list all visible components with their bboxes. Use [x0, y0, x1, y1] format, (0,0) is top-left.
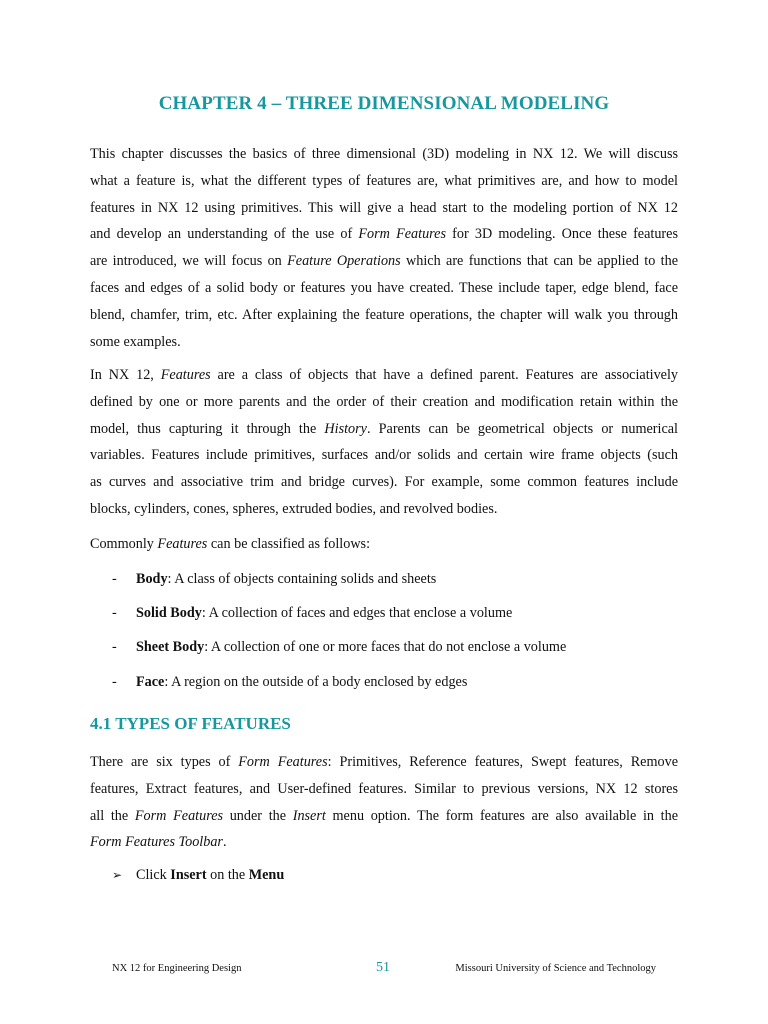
menu-term: Insert [170, 867, 207, 883]
footer-institution: Missouri University of Science and Technology [455, 963, 656, 974]
text-line: and develop an understanding of the use of Form Features for 3D modeling. Once these features [90, 226, 678, 243]
emphasis: Features [157, 536, 208, 552]
dash-bullet: - [112, 639, 117, 655]
page-number: 51 [376, 960, 390, 975]
text-line: all the Form Features under the Insert menu option. The form features are also available in the [90, 807, 679, 824]
emphasis: Feature Operations [287, 253, 401, 270]
text-line: In NX 12, Features are a class of objects that have a defined parent. Features are associatively [90, 367, 679, 383]
features-paragraph [90, 362, 678, 523]
definition-text: Body: A class of objects containing solids and sheets [136, 571, 437, 587]
emphasis: Form Features Toolbar [90, 834, 223, 851]
text-line: features in NX 12 using primitives. This will give a head start to the modeling portion of NX 12 [90, 199, 678, 216]
text-line: Form Features Toolbar. [90, 834, 227, 851]
emphasis: Form Features [134, 807, 224, 824]
text-line: Commonly Features can be classified as follows: [90, 536, 371, 552]
text-line: There are six types of Form Features: Primitives, Reference features, Swept features, Remove [90, 754, 678, 770]
emphasis: Form Features [358, 226, 446, 243]
definition-term: Sheet Body [136, 639, 205, 655]
definition-text: Solid Body: A collection of faces and edges that enclose a volume [136, 605, 513, 621]
text-line: are introduced, we will focus on Feature Operations which are functions that can be applied to the [90, 253, 679, 270]
text-line: blend, chamfer, trim, etc. After explaining the feature operations, the chapter will walk you through [90, 306, 678, 323]
definition-text: Sheet Body: A collection of one or more faces that do not enclose a volume [136, 639, 567, 655]
emphasis: Insert [292, 807, 326, 824]
emphasis: History [324, 420, 367, 437]
section-title: 4.1 TYPES OF FEATURES [90, 714, 291, 733]
text-line: some examples. [90, 333, 181, 350]
definition-text: Face: A region on the outside of a body enclosed by edges [136, 674, 468, 690]
emphasis: Features [160, 367, 211, 383]
text-line: variables. Features include primitives, surfaces and/or solids and certain wire frame objects (such [90, 447, 678, 464]
types-paragraph [90, 749, 678, 856]
dash-bullet: - [112, 605, 117, 621]
dash-bullet: - [112, 674, 117, 690]
chapter-title: CHAPTER 4 – THREE DIMENSIONAL MODELING [158, 93, 610, 114]
definition-term: Face [136, 674, 165, 690]
text-line: faces and edges of a solid body or features you have created. These include taper, edge blend, face [90, 279, 678, 296]
dash-bullet: - [112, 571, 117, 587]
definition-term: Solid Body [136, 605, 202, 621]
text-line: as curves and associative trim and bridge curves). For example, some common features include [90, 474, 678, 491]
instruction-step: ➢ Click Insert on the Menu [112, 867, 285, 883]
text-line: defined by one or more parents and the order of their creation and modification retain within the [90, 393, 678, 410]
text-line: what a feature is, what the different types of features are, what primitives are, and how to model [90, 172, 678, 189]
definition-term: Body [136, 571, 168, 587]
text-line: blocks, cylinders, cones, spheres, extruded bodies, and revolved bodies. [90, 500, 498, 517]
text-line: model, thus capturing it through the History. Parents can be geometrical objects or numerical [90, 420, 678, 437]
page-footer [90, 960, 678, 980]
footer-book-title: NX 12 for Engineering Design [112, 963, 242, 974]
intro-paragraph [90, 141, 678, 355]
arrow-bullet-icon: ➢ [112, 868, 123, 882]
classified-paragraph [90, 531, 678, 558]
text-line: features, Extract features, and User-defined features. Similar to previous versions, NX 12 stores [90, 780, 678, 797]
emphasis: Form Features [238, 754, 328, 770]
text-line: This chapter discusses the basics of three dimensional (3D) modeling in NX 12. We will discuss [90, 146, 678, 162]
menu-term: Menu [248, 867, 285, 883]
